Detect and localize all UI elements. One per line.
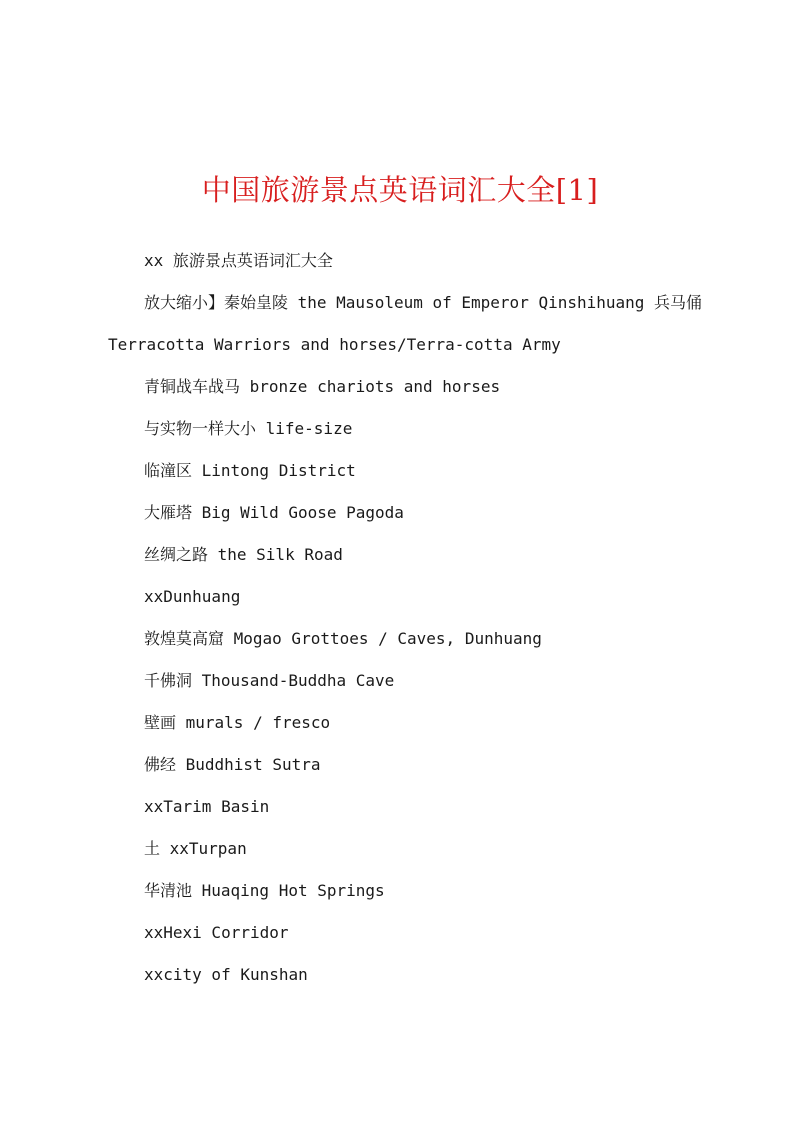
- text-line: 临潼区 Lintong District: [144, 461, 356, 480]
- text-line: xxTarim Basin: [144, 797, 270, 816]
- text-line: 佛经 Buddhist Sutra: [144, 755, 321, 774]
- text-line: 千佛洞 Thousand-Buddha Cave: [144, 671, 395, 690]
- text-line: 壁画 murals / fresco: [144, 713, 331, 732]
- document-title: 中国旅游景点英语词汇大全[1]: [201, 173, 599, 207]
- text-line: xx 旅游景点英语词汇大全: [144, 251, 333, 270]
- text-line: 青铜战车战马 bronze chariots and horses: [144, 377, 501, 396]
- text-line: 华清池 Huaqing Hot Springs: [144, 881, 385, 900]
- text-line: xxcity of Kunshan: [144, 965, 308, 984]
- text-line: 大雁塔 Big Wild Goose Pagoda: [144, 503, 404, 522]
- text-line: 土 xxTurpan: [144, 839, 247, 858]
- text-line: xxHexi Corridor: [144, 923, 289, 942]
- text-line: 放大缩小】秦始皇陵 the Mausoleum of Emperor Qinshihuang 兵马俑 Terracotta Warriors and horses/Terra-cotta Army: [108, 293, 703, 354]
- text-line: 敦煌莫高窟 Mogao Grottoes / Caves, Dunhuang: [144, 629, 542, 648]
- text-line: 丝绸之路 the Silk Road: [144, 545, 343, 564]
- text-line: 与实物一样大小 life-size: [144, 419, 353, 438]
- text-line: xxDunhuang: [144, 587, 241, 606]
- document-body: [108, 240, 708, 996]
